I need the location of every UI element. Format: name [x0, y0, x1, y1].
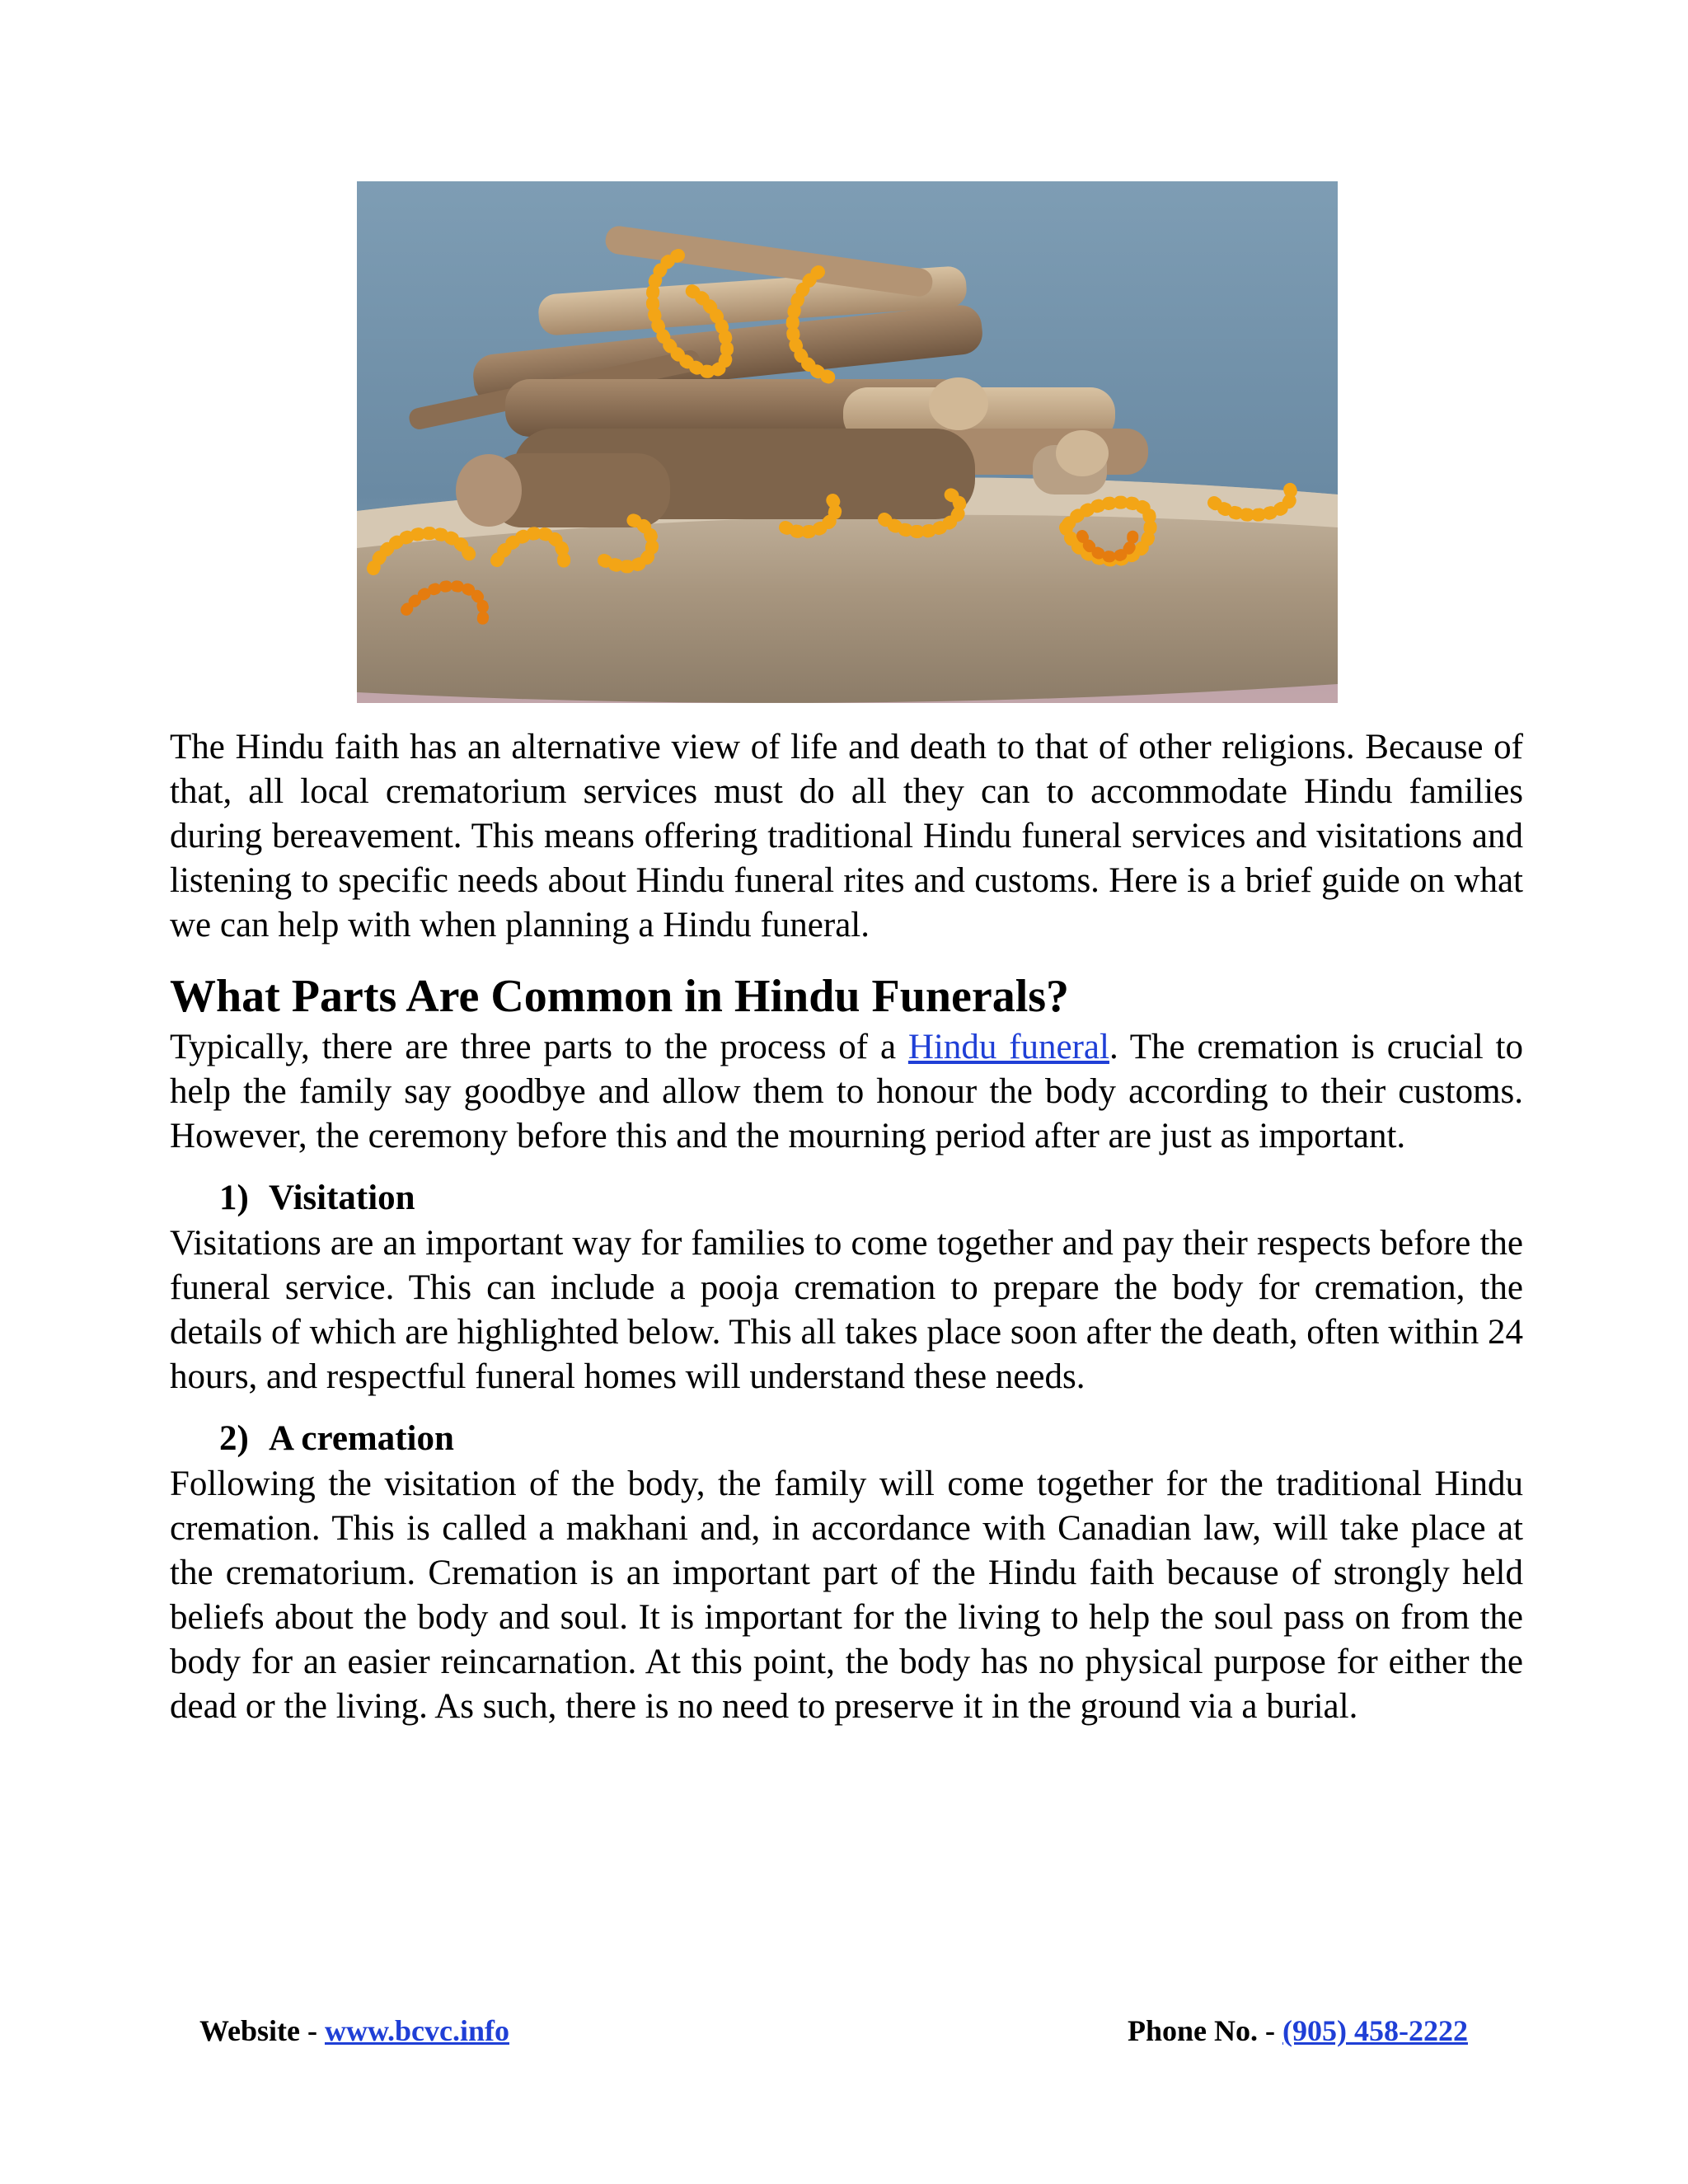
overview-text-after: . The cremation is crucial to help the family say goodbye and allow them to honour the body according to their customs. However, the ceremony before this and the mourning period after are just as important. — [170, 1028, 1523, 1155]
visitation-paragraph: Visitations are an important way for families to come together and pay their respects before the funeral service. This can include a pooja cremation to prepare the body for cremation, the details of which are highlighted below. This all takes place soon after the death, often within 24 hours, and respectful funeral homes will understand these needs. — [170, 1224, 1523, 1396]
visitation-heading — [170, 1175, 1523, 1221]
cremation-number: 2) — [219, 1419, 249, 1458]
phone-link[interactable]: (905) 458-2222 — [1282, 2014, 1468, 2047]
footer-phone — [1128, 2013, 1468, 2049]
visitation-title: Visitation — [269, 1179, 415, 1217]
intro-paragraph: The Hindu faith has an alternative view of life and death to that of other religions. Because of that, all local crematorium services must do all they can to accommodate Hindu families during bereavement. This means offering traditional Hindu funeral services and visitations and listening to specific needs about Hindu funeral rites and customs. Here is a brief guide on what we can help with when planning a Hindu funeral. — [170, 728, 1523, 944]
cremation-title: A cremation — [269, 1419, 454, 1458]
hindu-funeral-link[interactable]: Hindu funeral — [907, 1028, 1109, 1066]
section-heading: What Parts Are Common in Hindu Funerals? — [170, 971, 1070, 1022]
overview-text-before: Typically, there are three parts to the process of a — [170, 1028, 908, 1066]
article-body — [170, 725, 1523, 1729]
funeral-pyre-photo — [357, 181, 1338, 703]
overview-paragraph — [170, 1025, 1523, 1159]
visitation-number: 1) — [219, 1179, 249, 1217]
website-label: Website - — [199, 2014, 325, 2047]
funeral-pyre-image — [357, 181, 1338, 703]
website-link[interactable]: www.bcvc.info — [324, 2014, 509, 2047]
phone-label: Phone No. - — [1128, 2014, 1282, 2047]
cremation-heading — [170, 1416, 1523, 1462]
cremation-paragraph: Following the visitation of the body, the family will come together for the traditional Hindu cremation. This is called a makhani and, in accordance with Canadian law, will take place at the crematorium. Cremation is an important part of the Hindu faith because of strongly held beliefs about the body and soul. It is important for the living to help the soul pass on from the body for an easier reincarnation. At this point, the body has no physical purpose for either the dead or the living. As such, there is no need to preserve it in the ground via a burial. — [170, 1465, 1523, 1726]
footer-website — [199, 2013, 509, 2049]
